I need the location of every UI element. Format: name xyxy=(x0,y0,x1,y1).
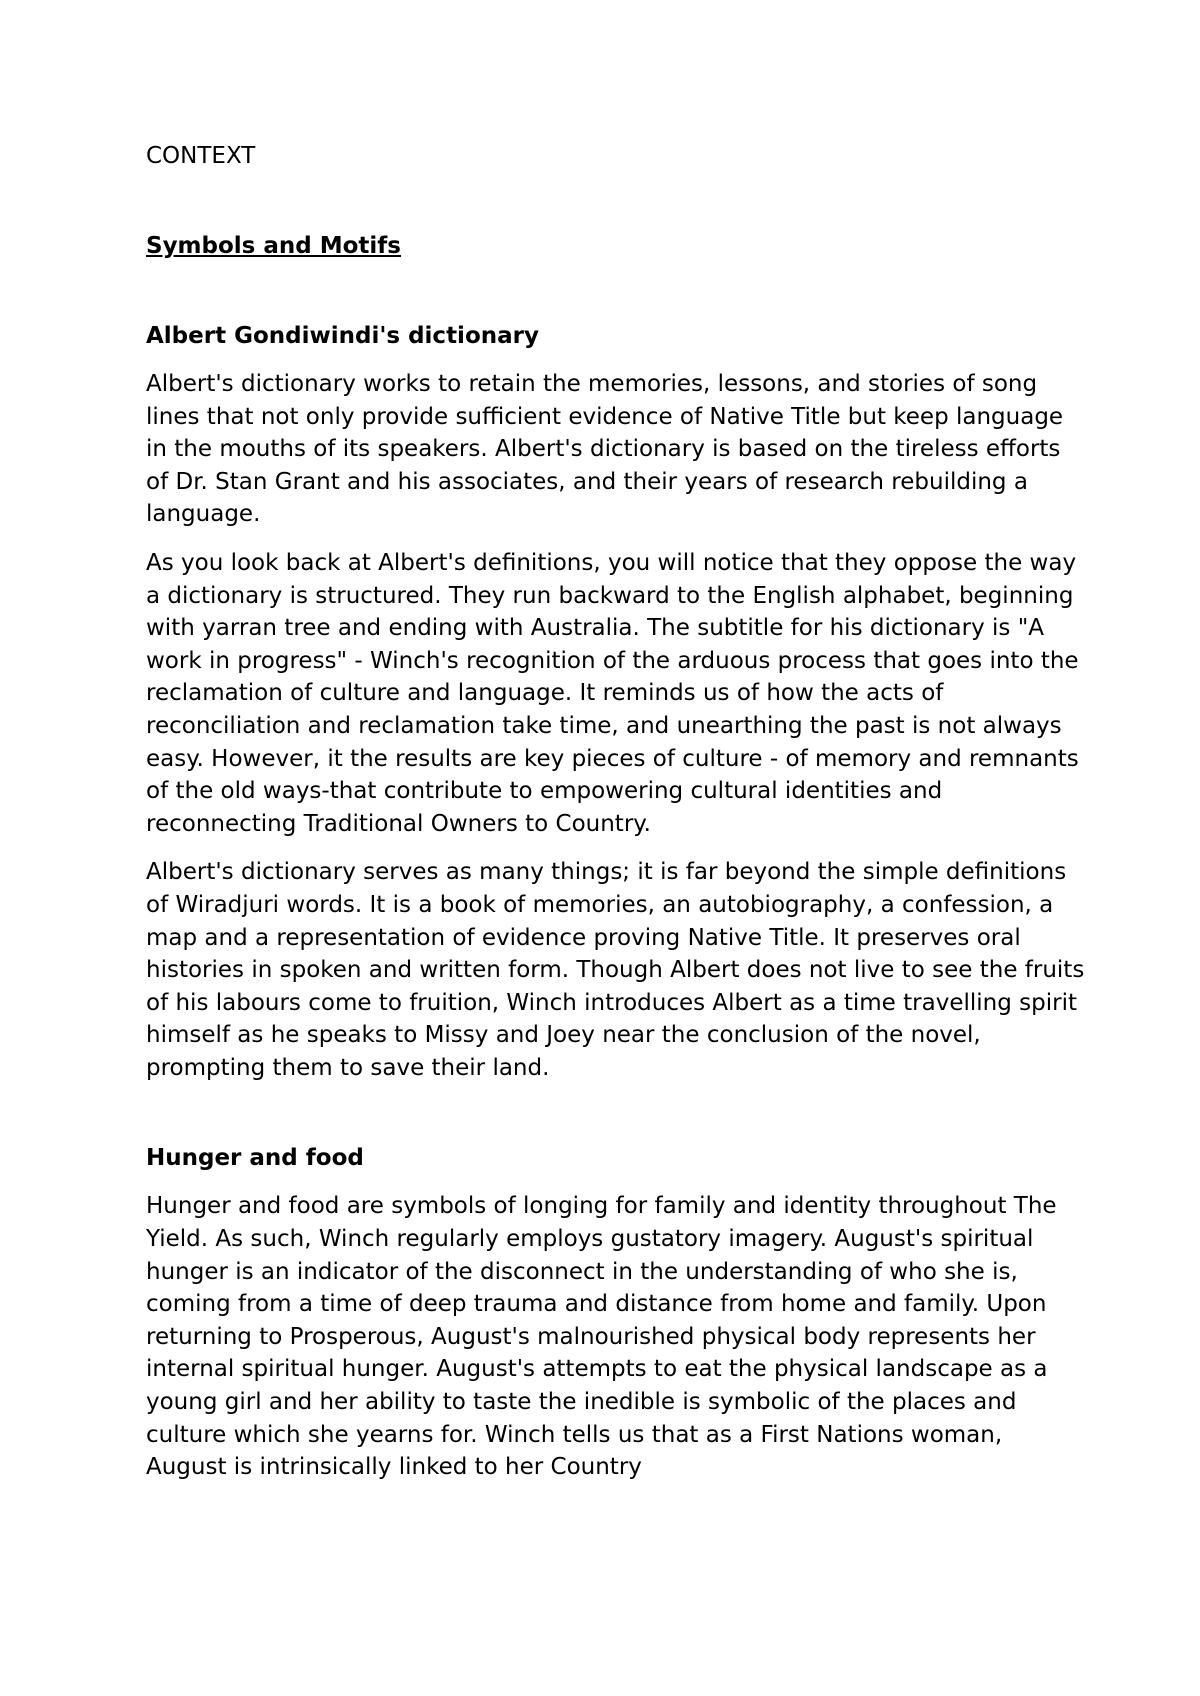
section-hunger-food xyxy=(146,1142,1086,1483)
paragraph: Hunger and food are symbols of longing for family and identity throughout The Yield. As such, Winch regularly employs gustatory imagery. August's spiritual hunger is an indicator of the disconnect in the understanding of who she is, coming from a time of deep trauma and distance from home and family. Upon returning to Prosperous, August's malnourished physical body represents her internal spiritual hunger. August's attempts to eat the physical landscape as a young girl and her ability to taste the inedible is symbolic of the places and culture which she yearns for. Winch tells us that as a First Nations woman, August is intrinsically linked to her Country xyxy=(146,1193,1057,1481)
paragraph: As you look back at Albert's definitions, you will notice that they oppose the way a dictionary is structured. They run backward to the English alphabet, beginning with yarran tree and ending with Australia. The subtitle for his dictionary is "A work in progress" - Winch's recognition of the arduous process that goes into the reclamation of culture and language. It reminds us of how the acts of reconciliation and reclamation take time, and unearthing the past is not always easy. However, it the results are key pieces of culture - of memory and remnants of the old ways-that contribute to empowering cultural identities and reconnecting Traditional Owners to Country. xyxy=(146,549,1079,837)
section-albert-dictionary xyxy=(146,320,1086,1084)
section-title: Symbols and Motifs xyxy=(146,233,401,259)
paragraph: Albert's dictionary works to retain the memories, lessons, and stories of song lines that not only provide sufficient evidence of Native Title but keep language in the mouths of its speakers. Albert's dictionary is based on the tireless efforts of Dr. Stan Grant and his associates, and their years of research rebuilding a language. xyxy=(146,371,1064,528)
section-spacer xyxy=(146,1100,1086,1142)
context-label: CONTEXT xyxy=(146,143,256,169)
subheading-albert-dictionary: Albert Gondiwindi's dictionary xyxy=(146,323,539,349)
subheading-hunger-food: Hunger and food xyxy=(146,1145,364,1172)
document-page xyxy=(146,140,1086,1500)
paragraph: Albert's dictionary serves as many things; it is far beyond the simple definitions of Wiradjuri words. It is a book of memories, an autobiography, a confession, a map and a representation of evidence proving Native Title. It preserves oral histories in spoken and written form. Though Albert does not live to see the fruits of his labours come to fruition, Winch introduces Albert as a time travelling spirit himself as he speaks to Missy and Joey near the conclusion of the novel, prompting them to save their land. xyxy=(146,859,1085,1081)
